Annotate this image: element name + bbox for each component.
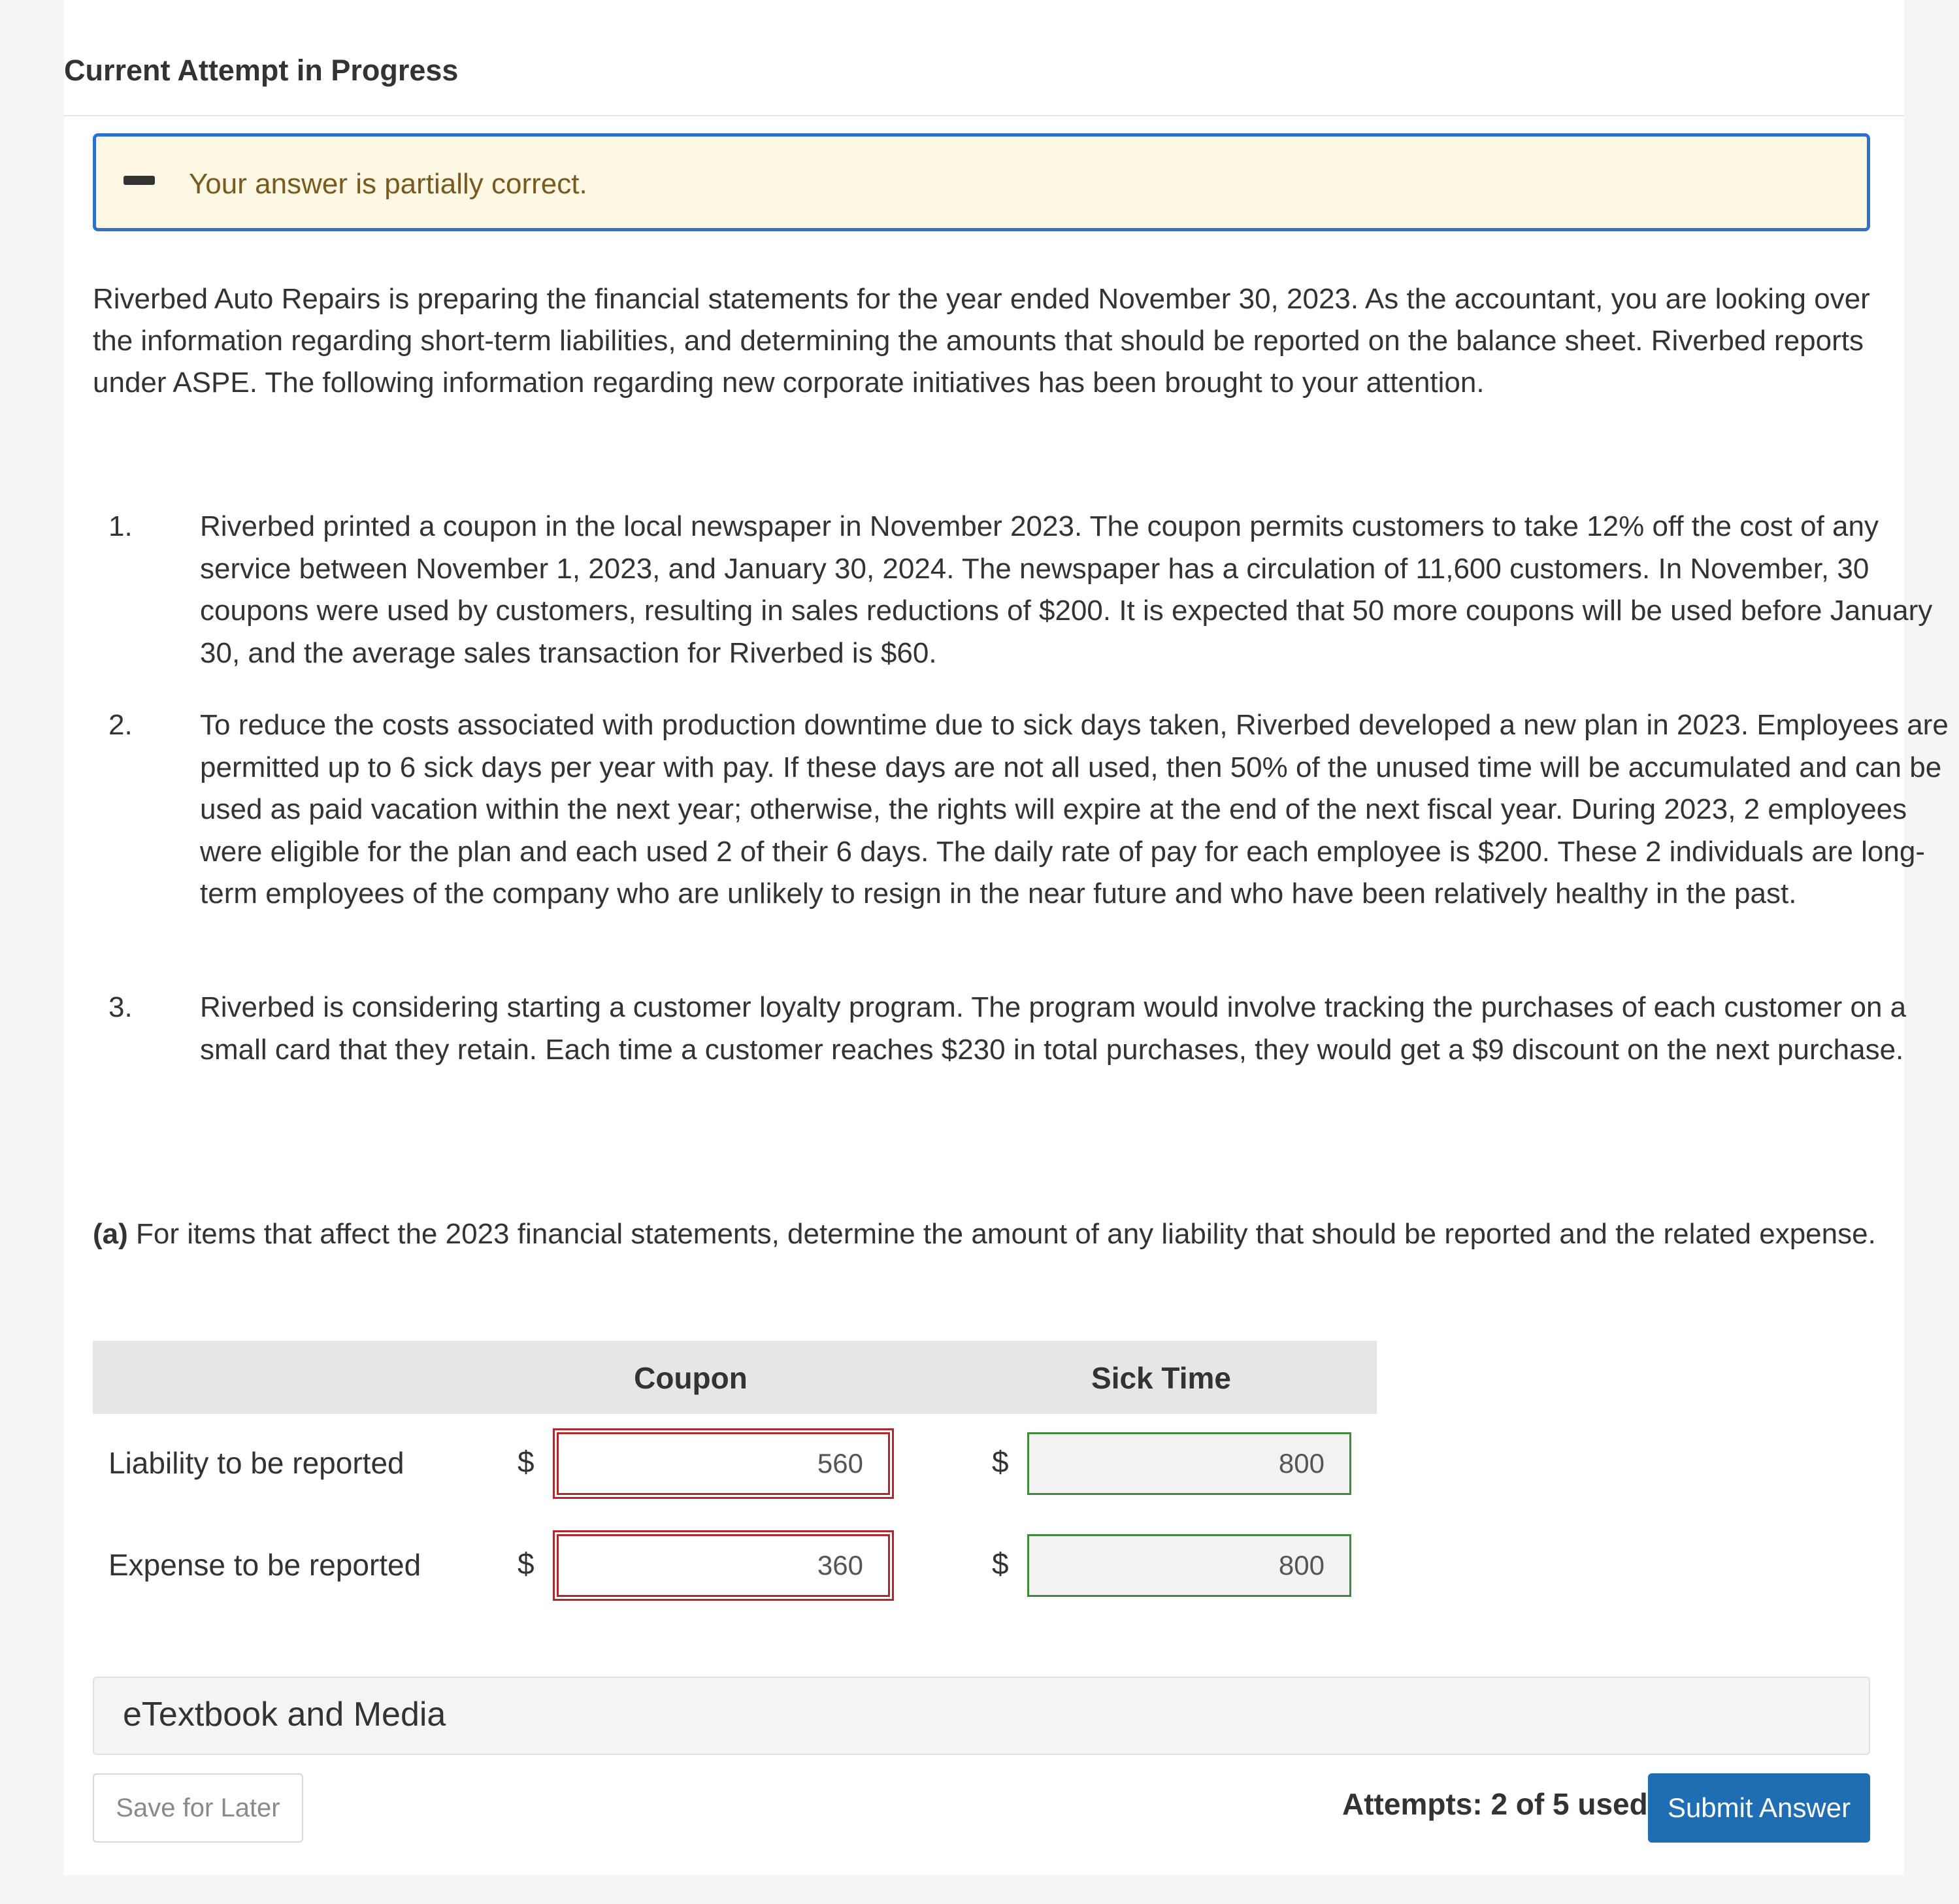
list-item-number: 3. <box>108 991 133 1023</box>
column-header-coupon: Coupon <box>634 1361 748 1395</box>
question-page <box>64 0 1949 1875</box>
title-divider <box>64 115 1904 116</box>
partial-correct-icon <box>123 176 155 185</box>
list-item-number: 2. <box>108 709 133 741</box>
question-label: (a) <box>93 1218 128 1250</box>
feedback-banner <box>93 133 1870 231</box>
save-for-later-button[interactable]: Save for Later <box>93 1773 303 1843</box>
expense-coupon-input[interactable]: 360 <box>557 1534 890 1597</box>
list-item-text: To reduce the costs associated with production downtime due to sick days taken, Riverbed developed a new plan in 2023. Employees are permitted up to 6 sick days per year with pay. If these days are not all used, then 50% of the unused time will be accumulated and can be used as paid vacation within the next year; otherwise, the rights will expire at the end of the next fiscal year. During 2023, 2 employees were eligible for the plan and each used 2 of their 6 days. The daily rate of pay for each employee is $200. These 2 individuals are long-term employees of the company who are unlikely to resign in the near future and who have been relatively healthy in the past. <box>200 709 1949 910</box>
question-prompt <box>93 1213 1883 1256</box>
row-label-liability: Liability to be reported <box>108 1446 404 1480</box>
problem-intro: Riverbed Auto Repairs is preparing the financial statements for the year ended November 30, 2023. As the accountant, you are looking over the information regarding short-term liabilities, and determining the amounts that should be reported on the balance sheet. Riverbed reports under ASPE. The following information regarding new corporate initiatives has been brought to your attention. <box>93 283 1870 399</box>
currency-symbol: $ <box>518 1445 535 1479</box>
etextbook-panel[interactable] <box>93 1677 1870 1755</box>
currency-symbol: $ <box>992 1445 1009 1479</box>
liability-sick-time-input[interactable]: 800 <box>1027 1432 1351 1495</box>
attempts-counter: Attempts: 2 of 5 used <box>1342 1787 1648 1821</box>
etextbook-label: eTextbook and Media <box>123 1696 446 1733</box>
currency-symbol: $ <box>992 1547 1009 1581</box>
page-title: Current Attempt in Progress <box>64 54 459 87</box>
question-text: For items that affect the 2023 financial statements, determine the amount of any liability that should be reported and the related expense. <box>127 1218 1876 1250</box>
currency-symbol: $ <box>518 1547 535 1581</box>
list-item-number: 1. <box>108 510 133 542</box>
liability-coupon-input[interactable]: 560 <box>557 1432 890 1495</box>
list-item-text: Riverbed printed a coupon in the local newspaper in November 2023. The coupon permits customers to take 12% off the cost of any service between November 1, 2023, and January 30, 2024. The newspaper has a circulation of 11,600 customers. In November, 30 coupons were used by customers, resulting in sales reductions of $200. It is expected that 50 more coupons will be used before January 30, and the average sales transaction for Riverbed is $60. <box>200 510 1933 669</box>
feedback-message: Your answer is partially correct. <box>189 168 587 200</box>
column-header-sick-time: Sick Time <box>1091 1361 1231 1395</box>
row-label-expense: Expense to be reported <box>108 1548 421 1582</box>
list-item-text: Riverbed is considering starting a customer loyalty program. The program would involve tracking the purchases of each customer on a small card that they retain. Each time a customer reaches $230 in total purchases, they would get a $9 discount on the next purchase. <box>200 991 1907 1066</box>
submit-answer-button[interactable]: Submit Answer <box>1648 1773 1870 1843</box>
table-header <box>93 1341 1377 1414</box>
expense-sick-time-input[interactable]: 800 <box>1027 1534 1351 1597</box>
